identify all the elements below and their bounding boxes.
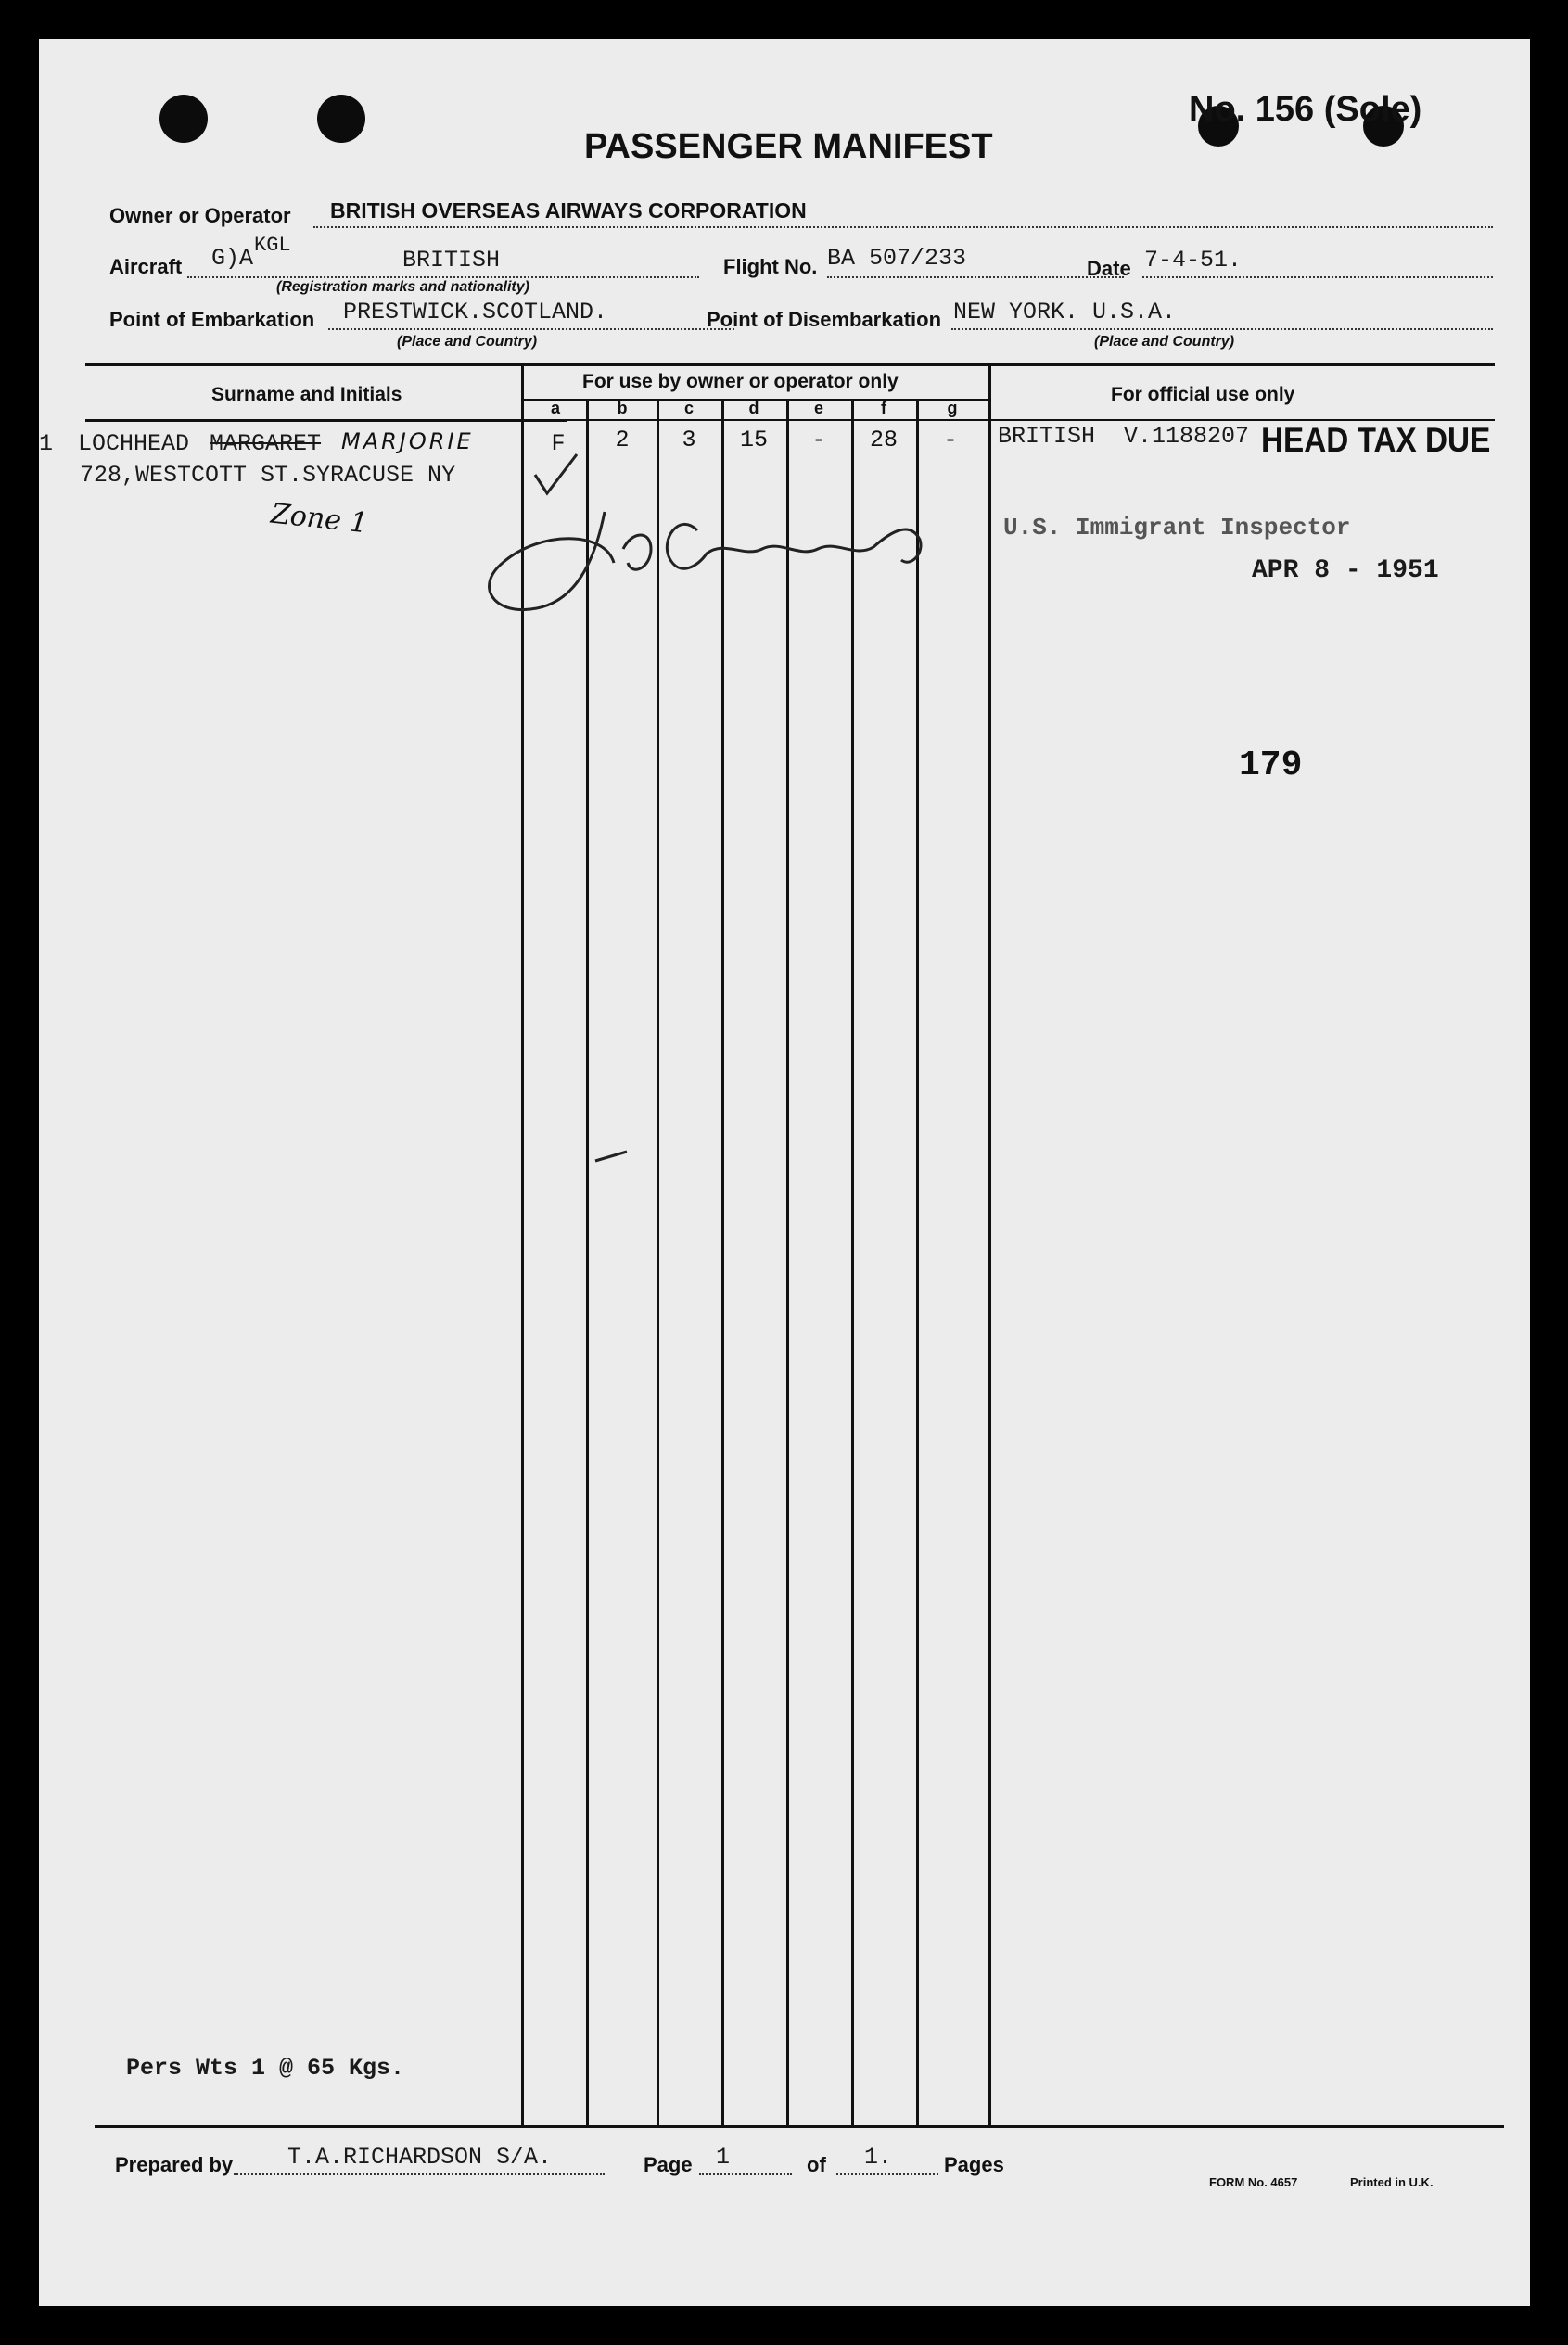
disembarkation-value: NEW YORK. U.S.A. [953, 299, 1177, 325]
passenger-surname: LOCHHEAD [78, 430, 190, 457]
cell-d: 15 [739, 427, 768, 453]
stamp-number: 179 [1239, 746, 1303, 785]
aircraft-nationality: BRITISH [402, 247, 501, 274]
owner-use-header: For use by owner or operator only [582, 371, 899, 392]
page-dotted-line [699, 2173, 792, 2175]
page-title: PASSENGER MANIFEST [584, 127, 993, 166]
row-number: 1 [39, 430, 54, 457]
passenger-handwritten-name: MARJORIE [341, 428, 474, 454]
date-dotted-line [1142, 276, 1493, 278]
aircraft-registration: G)A [211, 245, 254, 272]
column-header-c: c [683, 399, 694, 417]
surname-header: Surname and Initials [211, 384, 402, 405]
cell-b: 2 [615, 427, 630, 453]
aircraft-label: Aircraft [109, 255, 183, 278]
column-divider [586, 399, 589, 2125]
registration-note: (Registration marks and nationality) [276, 279, 529, 295]
passenger-address: 728,WESTCOTT ST.SYRACUSE NY [80, 462, 456, 489]
form-number-footer: FORM No. 4657 [1209, 2175, 1298, 2189]
pages-label: Pages [944, 2153, 1004, 2176]
table-bottom-rule [95, 2125, 1504, 2128]
cell-e: - [811, 427, 826, 453]
official-use-header: For official use only [1111, 384, 1295, 405]
column-header-e: e [813, 399, 823, 417]
column-header-b: b [617, 399, 628, 417]
column-header-a: a [550, 399, 560, 417]
embarkation-label: Point of Embarkation [109, 308, 315, 331]
column-divider [988, 363, 991, 2125]
embarkation-dotted-line [328, 328, 734, 330]
form-number: No. 156 (Sole) [1189, 90, 1422, 129]
column-divider [657, 399, 659, 2125]
owner-value: BRITISH OVERSEAS AIRWAYS CORPORATION [330, 198, 807, 223]
printed-note: Printed in U.K. [1350, 2175, 1434, 2189]
flight-label: Flight No. [723, 255, 818, 278]
table-header-rule-left [85, 419, 567, 422]
column-divider [851, 399, 854, 2125]
column-header-d: d [748, 399, 759, 417]
of-value: 1. [864, 2144, 893, 2171]
column-header-g: g [947, 399, 958, 417]
official-visa: V.1188207 [1124, 423, 1250, 450]
weights-note: Pers Wts 1 @ 65 Kgs. [126, 2055, 405, 2082]
date-value: 7-4-51. [1144, 247, 1243, 274]
column-divider [786, 399, 789, 2125]
prepared-dotted-line [234, 2173, 605, 2175]
owner-dotted-line [313, 226, 1493, 228]
embarkation-value: PRESTWICK.SCOTLAND. [343, 299, 608, 325]
cell-a: F [551, 430, 566, 457]
place-note-right: (Place and Country) [1094, 334, 1235, 350]
owner-label: Owner or Operator [109, 204, 291, 227]
place-note-left: (Place and Country) [397, 334, 538, 350]
page-value: 1 [716, 2144, 731, 2171]
flight-dotted-line [827, 276, 1124, 278]
punch-hole-left [159, 95, 208, 143]
manifest-page [39, 39, 1530, 2306]
of-label: of [807, 2153, 826, 2176]
prepared-label: Prepared by [115, 2153, 234, 2176]
passenger-struck-name: MARGARET [210, 430, 322, 457]
zone-note: Zone 1 [269, 497, 370, 541]
table-top-rule [85, 363, 1495, 366]
cell-g: - [943, 427, 958, 453]
page-label: Page [644, 2153, 693, 2176]
prepared-value: T.A.RICHARDSON S/A. [287, 2144, 553, 2171]
aircraft-dotted-line [187, 276, 699, 278]
flight-value: BA 507/233 [827, 245, 967, 272]
disembarkation-dotted-line [951, 328, 1493, 330]
tick-mark-icon [593, 1148, 631, 1166]
date-label: Date [1087, 257, 1131, 280]
punch-hole-middle [317, 95, 365, 143]
disembarkation-label: Point of Disembarkation [707, 308, 942, 331]
column-divider [721, 399, 724, 2125]
column-header-f: f [881, 399, 886, 417]
aircraft-registration-superscript: KGL [254, 234, 291, 257]
inspector-stamp: U.S. Immigrant Inspector [1003, 514, 1351, 542]
column-divider [916, 399, 919, 2125]
head-tax-stamp: HEAD TAX DUE [1261, 421, 1491, 459]
cell-c: 3 [682, 427, 696, 453]
of-dotted-line [836, 2173, 938, 2175]
stamp-date: APR 8 - 1951 [1252, 556, 1439, 585]
cell-f: 28 [869, 427, 898, 453]
official-nationality: BRITISH [998, 423, 1096, 450]
check-mark-icon [530, 447, 586, 503]
